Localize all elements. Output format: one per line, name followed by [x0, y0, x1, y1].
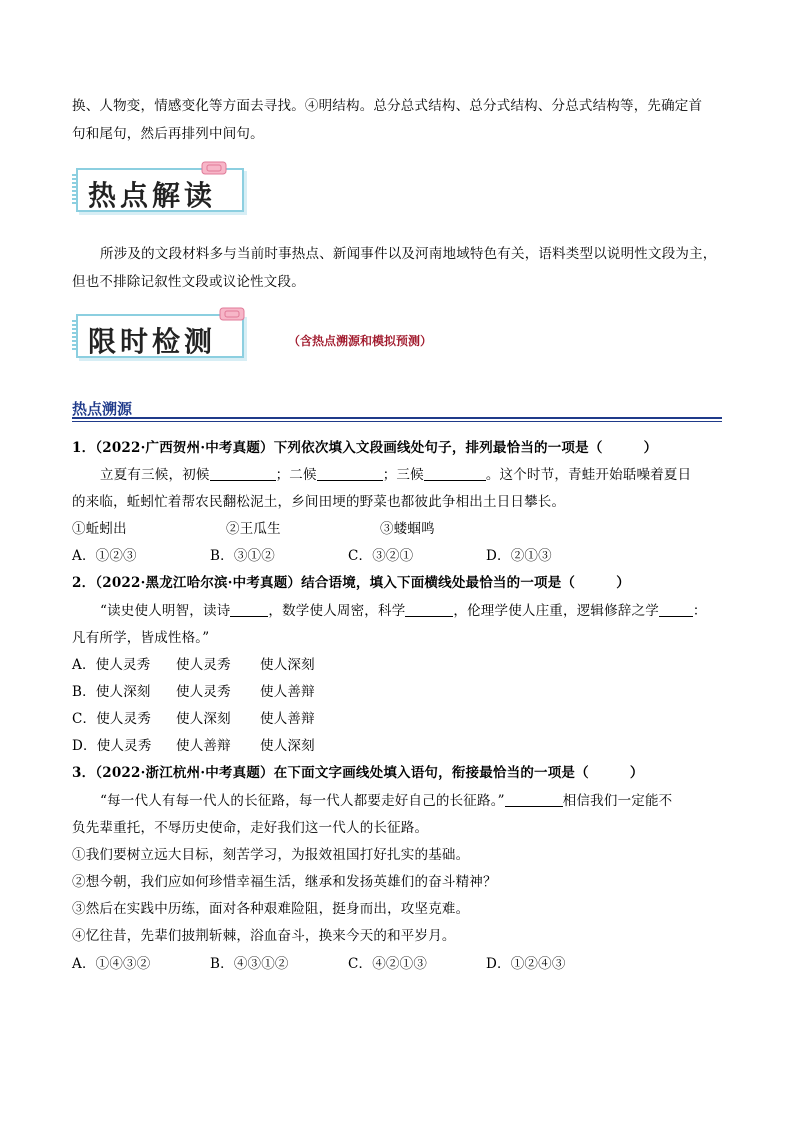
- intro-line-2: 句和尾句，然后再排列中间句。: [72, 126, 264, 142]
- answer-blank[interactable]: [659, 602, 693, 617]
- q2-choice-c[interactable]: C．使人灵秀: [72, 711, 152, 727]
- q2-passage-line-1: [100, 601, 707, 621]
- answer-blank[interactable]: [505, 792, 563, 807]
- q2-choice-a-3: 使人深刻: [260, 657, 315, 673]
- q2-text: “读史使人明智，读诗: [100, 603, 231, 619]
- q1-passage-line-2: 的来临，蚯蚓忙着帮农民翻松泥土，乡间田埂的野菜也都彼此争相出土日日攀长。: [72, 494, 566, 510]
- timed-test-banner: [72, 306, 248, 360]
- q2-choice-b-3: 使人善辩: [260, 684, 315, 700]
- q3-passage-line-1: [100, 791, 672, 811]
- q1-passage-line-1: [100, 465, 691, 485]
- section-heading: 热点溯源: [72, 400, 133, 418]
- q1-choice-d[interactable]: D．②①③: [486, 548, 552, 564]
- q3-sentence-3: ③然后在实践中历练，面对各种艰难险阻，挺身而出，攻坚克难。: [72, 901, 470, 917]
- q2-choice-a-2: 使人灵秀: [176, 657, 231, 673]
- answer-blank[interactable]: [210, 466, 276, 481]
- q2-choice-c-3: 使人善辩: [260, 711, 315, 727]
- q2-choice-d-2: 使人善辩: [176, 738, 231, 754]
- hot-reading-line-1: 所涉及的文段材料多与当前时事热点、新闻事件以及河南地域特色有关，语料类型以说明性文段为主，: [100, 246, 717, 262]
- q2-text: ，数学使人周密，科学: [268, 603, 406, 619]
- q1-choice-a[interactable]: A．①②③: [72, 548, 137, 564]
- answer-blank[interactable]: [405, 602, 453, 617]
- q3-passage-line-2: 负先辈重托，不辱历史使命，走好我们这一代人的长征路。: [72, 820, 429, 836]
- q1-text: 。这个时节，青蛙开始聒噪着夏日: [485, 467, 692, 483]
- q1-option-2: ②王瓜生: [226, 521, 281, 537]
- q3-text: 相信我们一定能不: [562, 793, 673, 809]
- q2-choice-d-3: 使人深刻: [260, 738, 315, 754]
- heading-rule: [72, 417, 722, 419]
- q3-sentence-4: ④忆往昔，先辈们披荆斩棘，浴血奋斗，换来今天的和平岁月。: [72, 928, 456, 944]
- q2-stem: 2．（2022·黑龙江哈尔滨·中考真题）结合语境，填入下面横线处最恰当的一项是（ ）: [72, 575, 630, 591]
- answer-blank[interactable]: [424, 466, 486, 481]
- q2-choice-d[interactable]: D．使人灵秀: [72, 738, 152, 754]
- answer-blank[interactable]: [230, 602, 268, 617]
- banner-note: （含热点溯源和模拟预测）: [288, 334, 433, 348]
- q3-choice-a[interactable]: A．①④③②: [72, 956, 151, 972]
- q1-stem: 1．（2022·广西贺州·中考真题）下列依次填入文段画线处句子，排列最恰当的一项是（ ）: [72, 440, 658, 456]
- q3-stem: 3．（2022·浙江杭州·中考真题）在下面文字画线处填入语句，衔接最恰当的一项是（ ）: [72, 765, 644, 781]
- q1-option-1: ①蚯蚓出: [72, 521, 127, 537]
- q3-sentence-2: ②想今朝，我们应如何珍惜幸福生活，继承和发扬英雄们的奋斗精神？: [72, 874, 497, 890]
- q3-choice-d[interactable]: D．①②④③: [486, 956, 566, 972]
- q2-choice-b-2: 使人灵秀: [176, 684, 231, 700]
- q2-passage-line-2: 凡有所学，皆成性格。”: [72, 630, 210, 646]
- q1-text: ；三候: [382, 467, 424, 483]
- intro-line-1: 换、人物变，情感变化等方面去寻找。④明结构。总分总式结构、总分式结构、分总式结构等，先确定首: [72, 98, 703, 114]
- answer-blank[interactable]: [317, 466, 383, 481]
- q1-choice-b[interactable]: B．③①②: [210, 548, 275, 564]
- heading-rule-thin: [72, 421, 722, 422]
- q2-text: ：: [692, 603, 707, 619]
- paper-clip-icon: [218, 306, 246, 322]
- q3-choice-b[interactable]: B．④③①②: [210, 956, 289, 972]
- q3-sentence-1: ①我们要树立远大目标，刻苦学习，为报效祖国打好扎实的基础。: [72, 847, 470, 863]
- q1-option-3: ③蝼蝈鸣: [380, 521, 435, 537]
- q2-text: ，伦理学使人庄重，逻辑修辞之学: [453, 603, 659, 619]
- hot-reading-line-2: 但也不排除记叙性文段或议论性文段。: [72, 274, 305, 290]
- q1-text: 立夏有三候，初候: [100, 467, 210, 483]
- q1-choice-c[interactable]: C．③②①: [348, 548, 414, 564]
- q2-choice-a[interactable]: A．使人灵秀: [72, 657, 151, 673]
- q3-text: “每一代人有每一代人的长征路，每一代人都要走好自己的长征路。”: [100, 793, 505, 809]
- banner-title: 限时检测: [88, 325, 217, 358]
- q2-choice-c-2: 使人深刻: [176, 711, 231, 727]
- banner-title: 热点解读: [88, 179, 217, 212]
- q2-choice-b[interactable]: B．使人深刻: [72, 684, 151, 700]
- q3-choice-c[interactable]: C．④②①③: [348, 956, 428, 972]
- q1-text: ；二候: [275, 467, 317, 483]
- hot-reading-banner: [72, 160, 248, 214]
